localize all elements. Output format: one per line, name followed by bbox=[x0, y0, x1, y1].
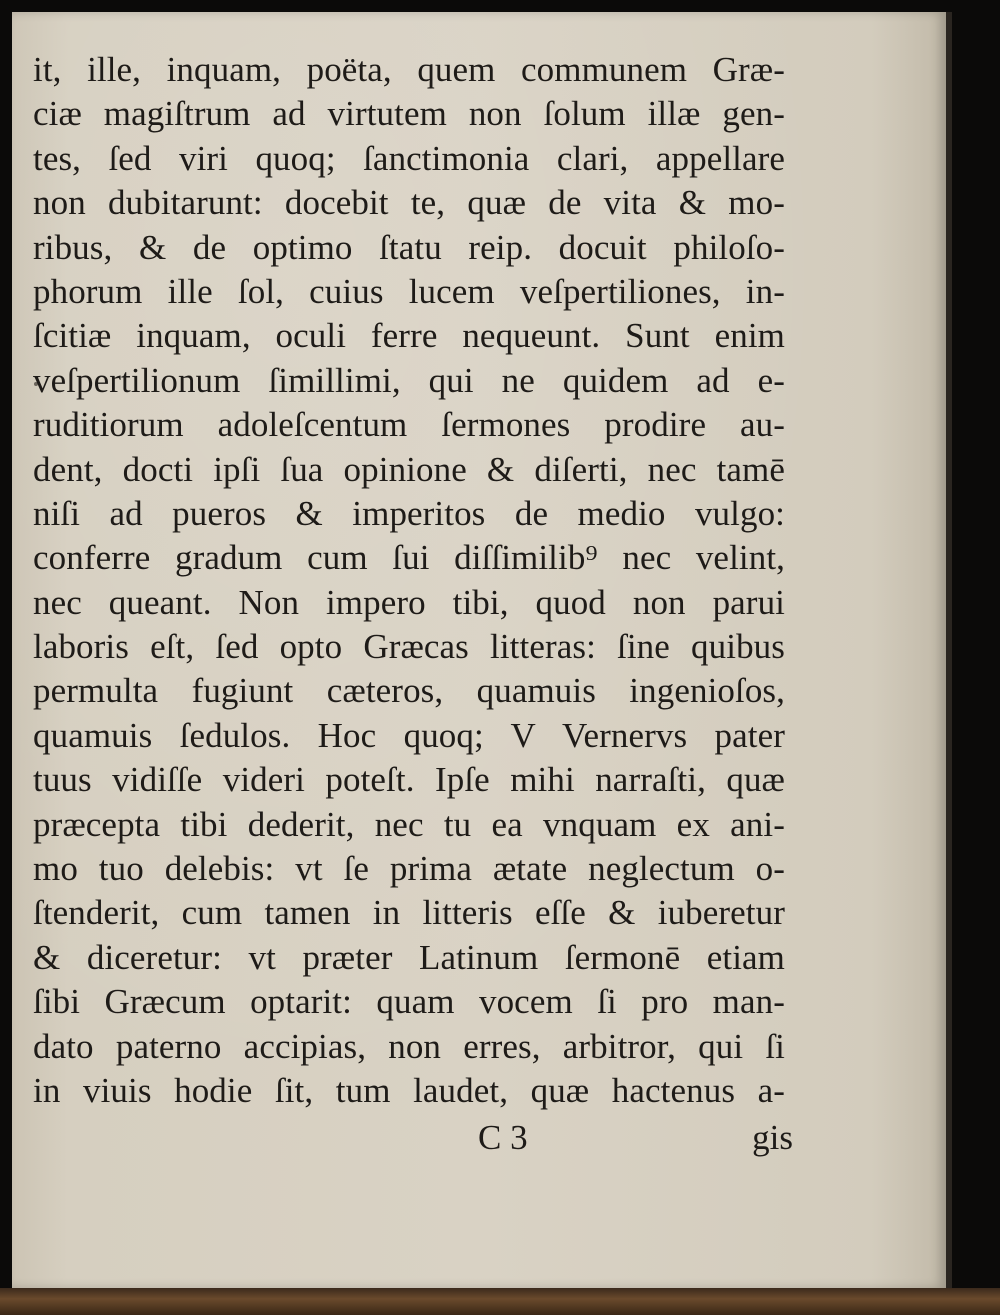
page-edge-shadow bbox=[946, 12, 952, 1288]
text-line-20: ſtenderit, cum tamen in litteris eſſe & iuberetur bbox=[33, 893, 785, 933]
text-line-18: præcepta tibi dederit, nec tu ea vnquam ex ani- bbox=[33, 804, 785, 844]
page-footer bbox=[33, 1116, 793, 1160]
text-line-1: it, ille, inquam, poëta, quem communem Græ- bbox=[33, 50, 785, 89]
text-line-11: niſi ad pueros & imperitos de medio vulgo: bbox=[33, 493, 785, 533]
text-line-4: non dubitarunt: docebit te, quæ de vita & mo- bbox=[33, 183, 785, 223]
body-text bbox=[33, 48, 785, 1113]
text-line-19: mo tuo delebis: vt ſe prima ætate neglectum o- bbox=[33, 849, 785, 889]
catchword: gis bbox=[752, 1118, 793, 1157]
text-line-7: ſcitiæ inquam, oculi ferre nequeunt. Sunt enim bbox=[33, 316, 785, 356]
text-line-13: nec queant. Non impero tibi, quod non parui bbox=[33, 582, 785, 622]
text-line-17: tuus vidiſſe videri poteſt. Ipſe mihi narraſti, quæ bbox=[33, 760, 785, 800]
text-line-23: dato paterno accipias, non erres, arbitror, qui ſi bbox=[33, 1026, 785, 1066]
signature-mark: C 3 bbox=[478, 1118, 528, 1157]
text-line-12: conferre gradum cum ſui diſſimilib⁹ nec velint, bbox=[33, 538, 785, 578]
text-line-10: dent, docti ipſi ſua opinione & diſerti, nec tamē bbox=[33, 449, 785, 489]
text-line-21: & diceretur: vt præter Latinum ſermonē etiam bbox=[33, 937, 785, 977]
text-line-15: permulta fugiunt cæteros, quamuis ingenioſos, bbox=[33, 671, 785, 711]
text-line-14: laboris eſt, ſed opto Græcas litteras: ſine quibus bbox=[33, 627, 785, 667]
text-line-5: ribus, & de optimo ſtatu reip. docuit philoſo- bbox=[33, 227, 785, 267]
text-line-3: tes, ſed viri quoq; ſanctimonia clari, appellare bbox=[33, 138, 785, 178]
text-line-8: veſpertilionum ſimillimi, qui ne quidem ad e- bbox=[33, 360, 785, 400]
text-line-24: in viuis hodie ſit, tum laudet, quæ hactenus a- bbox=[33, 1070, 785, 1110]
text-line-16: quamuis ſedulos. Hoc quoq; V Vernervs pater bbox=[33, 715, 785, 755]
text-line-22: ſibi Græcum optarit: quam vocem ſi pro man- bbox=[33, 982, 785, 1022]
text-line-6: phorum ille ſol, cuius lucem veſpertiliones, in- bbox=[33, 271, 785, 311]
book-binding-edge bbox=[0, 1288, 1000, 1315]
text-line-9: ruditiorum adoleſcentum ſermones prodire au- bbox=[33, 405, 785, 445]
text-line-2: ciæ magiſtrum ad virtutem non ſolum illæ gen- bbox=[33, 94, 785, 134]
